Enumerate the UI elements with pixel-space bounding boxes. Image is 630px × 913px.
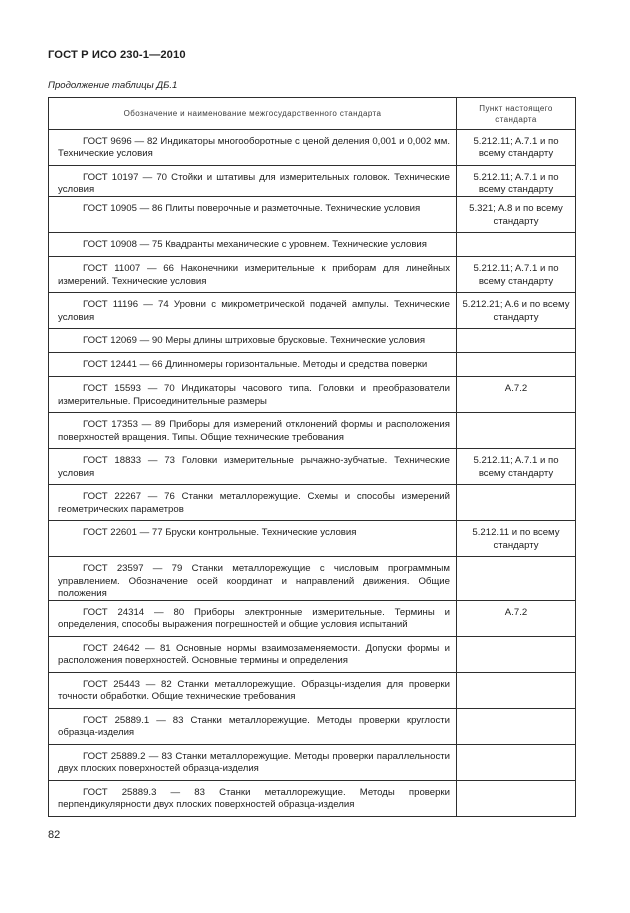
clause-reference-cell: 5.212.21; A.6 и по всему стандарту bbox=[457, 293, 576, 329]
clause-reference-cell bbox=[457, 485, 576, 521]
standard-name: ГОСТ 24642 — 81 Основные нормы взаимозаменяемости. Допуски формы и расположения поверхностей. Основные термины и определения bbox=[58, 643, 450, 667]
table-row bbox=[49, 709, 576, 745]
clause-reference-cell bbox=[457, 353, 576, 377]
clause-reference-cell bbox=[457, 745, 576, 781]
table-row bbox=[49, 329, 576, 353]
standard-name-cell bbox=[49, 781, 457, 817]
clause-reference-cell: 5.321; A.8 и по всему стандарту bbox=[457, 197, 576, 233]
column-header-standard: Обозначение и наименование межгосударственного стандарта bbox=[49, 98, 457, 130]
clause-reference-cell bbox=[457, 233, 576, 257]
clause-reference-cell: 5.212.11; A.7.1 и по всему стандарту bbox=[457, 257, 576, 293]
standards-table bbox=[48, 97, 576, 817]
standard-name-cell bbox=[49, 413, 457, 449]
clause-reference-cell: A.7.2 bbox=[457, 601, 576, 637]
standard-name: ГОСТ 12069 — 90 Меры длины штриховые брусковые. Технические условия bbox=[83, 335, 426, 347]
standard-name: ГОСТ 17353 — 89 Приборы для измерений отклонений формы и расположения поверхностей вращения. Типы. Общие технические требования bbox=[58, 419, 450, 443]
standard-name-cell bbox=[49, 197, 457, 233]
table-row bbox=[49, 166, 576, 197]
standard-name: ГОСТ 9696 — 82 Индикаторы многооборотные с ценой деления 0,001 и 0,002 мм. Технические условия bbox=[58, 136, 450, 160]
standard-name: ГОСТ 12441 — 66 Длинномеры горизонтальные. Методы и средства поверки bbox=[83, 359, 428, 371]
clause-reference-cell: 5.212.11; A.7.1 и по всему стандарту bbox=[457, 166, 576, 197]
table-row bbox=[49, 673, 576, 709]
table-row bbox=[49, 130, 576, 166]
table-row bbox=[49, 781, 576, 817]
clause-reference-cell: 5.212.11; A.7.1 и по всему стандарту bbox=[457, 449, 576, 485]
table-header-row bbox=[49, 98, 576, 130]
standard-name: ГОСТ 23597 — 79 Станки металлорежущие с числовым программным управлением. Обозначение осей координат и направлений движения. Общие положения bbox=[58, 563, 450, 599]
standard-name-cell bbox=[49, 130, 457, 166]
table-row bbox=[49, 353, 576, 377]
standard-name: ГОСТ 11196 — 74 Уровни с микрометрической подачей ампулы. Технические условия bbox=[58, 299, 450, 323]
table-row bbox=[49, 745, 576, 781]
clause-reference-cell: 5.212.11 и по всему стандарту bbox=[457, 521, 576, 557]
standard-name: ГОСТ 24314 — 80 Приборы электронные измерительные. Термины и определения, способы выражения погрешностей и общие условия испытаний bbox=[58, 607, 450, 631]
standard-name-cell bbox=[49, 257, 457, 293]
standard-name-cell bbox=[49, 166, 457, 197]
table-row bbox=[49, 449, 576, 485]
table-row bbox=[49, 413, 576, 449]
table-row bbox=[49, 485, 576, 521]
clause-reference-cell bbox=[457, 709, 576, 745]
standard-name-cell bbox=[49, 637, 457, 673]
standard-name: ГОСТ 10197 — 70 Стойки и штативы для измерительных головок. Технические условия bbox=[58, 172, 450, 196]
table-row bbox=[49, 601, 576, 637]
standard-name: ГОСТ 22601 — 77 Бруски контрольные. Технические условия bbox=[83, 527, 357, 539]
document-title: ГОСТ Р ИСО 230-1—2010 bbox=[48, 49, 186, 61]
table-row bbox=[49, 637, 576, 673]
standard-name-cell bbox=[49, 485, 457, 521]
standard-name: ГОСТ 25443 — 82 Станки металлорежущие. Образцы-изделия для проверки точности обработки. Общие технические требования bbox=[58, 679, 450, 703]
standard-name: ГОСТ 18833 — 73 Головки измерительные рычажно-зубчатые. Технические условия bbox=[58, 455, 450, 479]
standard-name-cell bbox=[49, 377, 457, 413]
standard-name: ГОСТ 11007 — 66 Наконечники измерительные к приборам для линейных измерений. Технические условия bbox=[58, 263, 450, 287]
standard-name: ГОСТ 15593 — 70 Индикаторы часового типа. Головки и преобразователи измерительные. Присоединительные размеры bbox=[58, 383, 450, 407]
clause-reference-cell bbox=[457, 329, 576, 353]
standard-name-cell bbox=[49, 557, 457, 601]
standard-name-cell bbox=[49, 709, 457, 745]
table-caption: Продолжение таблицы ДБ.1 bbox=[48, 80, 178, 91]
table-body bbox=[49, 130, 576, 817]
page-number: 82 bbox=[48, 829, 61, 841]
standard-name-cell bbox=[49, 673, 457, 709]
column-header-clause: Пункт настоящего стандарта bbox=[457, 98, 576, 130]
table-row bbox=[49, 521, 576, 557]
table-row bbox=[49, 293, 576, 329]
clause-reference-cell bbox=[457, 557, 576, 601]
standard-name-cell bbox=[49, 293, 457, 329]
table-row bbox=[49, 557, 576, 601]
standard-name-cell bbox=[49, 233, 457, 257]
table-row bbox=[49, 233, 576, 257]
standard-name-cell bbox=[49, 601, 457, 637]
standard-name: ГОСТ 25889.2 — 83 Станки металлорежущие. Методы проверки параллельности двух плоских поверхностей образца-изделия bbox=[58, 751, 450, 775]
standard-name-cell bbox=[49, 521, 457, 557]
standard-name: ГОСТ 10908 — 75 Квадранты механические с уровнем. Технические условия bbox=[83, 239, 427, 251]
clause-reference-cell bbox=[457, 637, 576, 673]
clause-reference-cell: A.7.2 bbox=[457, 377, 576, 413]
standard-name-cell bbox=[49, 329, 457, 353]
table-row bbox=[49, 377, 576, 413]
table-row bbox=[49, 257, 576, 293]
table-row bbox=[49, 197, 576, 233]
standard-name-cell bbox=[49, 745, 457, 781]
standard-name-cell bbox=[49, 449, 457, 485]
standard-name: ГОСТ 25889.3 — 83 Станки металлорежущие. Методы проверки перпендикулярности двух плоских поверхностей образца-изделия bbox=[58, 787, 450, 811]
standard-name: ГОСТ 10905 — 86 Плиты поверочные и разметочные. Технические условия bbox=[83, 203, 421, 215]
clause-reference-cell bbox=[457, 413, 576, 449]
standard-name-cell bbox=[49, 353, 457, 377]
standard-name: ГОСТ 22267 — 76 Станки металлорежущие. Схемы и способы измерений геометрических параметров bbox=[58, 491, 450, 515]
clause-reference-cell: 5.212.11; A.7.1 и по всему стандарту bbox=[457, 130, 576, 166]
clause-reference-cell bbox=[457, 673, 576, 709]
clause-reference-cell bbox=[457, 781, 576, 817]
standard-name: ГОСТ 25889.1 — 83 Станки металлорежущие. Методы проверки круглости образца-изделия bbox=[58, 715, 450, 739]
